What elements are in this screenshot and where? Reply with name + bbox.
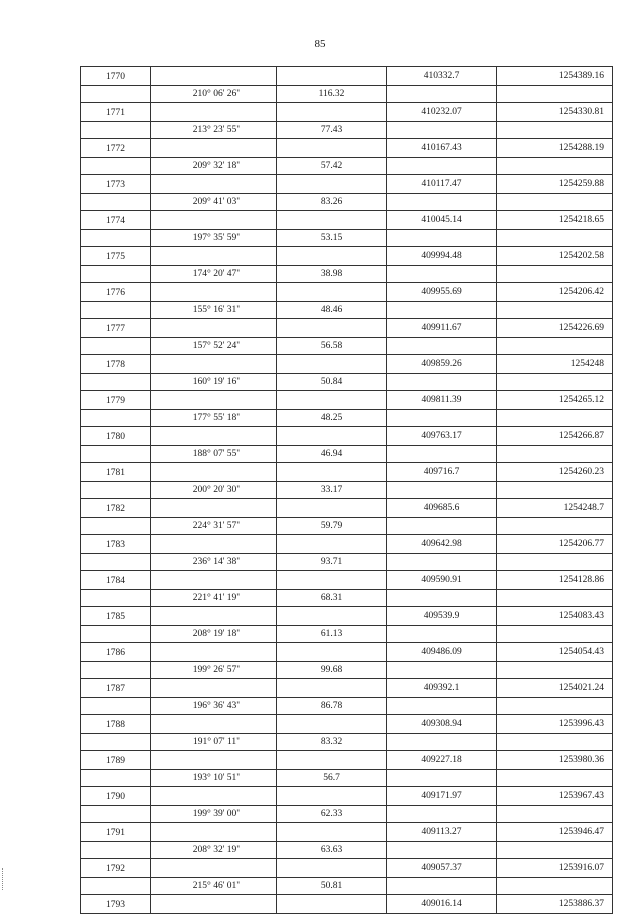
point-row — [81, 715, 613, 734]
x-coordinate-cell-empty — [387, 518, 497, 535]
page-number: 85 — [314, 38, 326, 50]
segment-row — [81, 410, 613, 427]
x-coordinate-cell: 410332.7 — [387, 67, 497, 86]
coordinate-table — [80, 66, 613, 914]
point-id-cell: 1783 — [81, 535, 151, 554]
angle-cell-empty — [151, 571, 277, 590]
segment-length-cell: 38.98 — [277, 266, 387, 283]
y-coordinate-cell: 1254054.43 — [497, 643, 613, 662]
angle-cell-empty — [151, 499, 277, 518]
segment-length-cell: 63.63 — [277, 842, 387, 859]
bearing-angle-cell: 209° 32' 18" — [151, 158, 277, 175]
segment-row — [81, 842, 613, 859]
x-coordinate-cell-empty — [387, 194, 497, 211]
y-coordinate-cell: 1254202.58 — [497, 247, 613, 266]
segment-length-cell: 83.32 — [277, 734, 387, 751]
segment-row — [81, 86, 613, 103]
y-coordinate-cell-empty — [497, 554, 613, 571]
bearing-angle-cell: 191° 07' 11" — [151, 734, 277, 751]
x-coordinate-cell-empty — [387, 734, 497, 751]
segment-row — [81, 230, 613, 247]
segment-row — [81, 194, 613, 211]
segment-row — [81, 158, 613, 175]
bearing-angle-cell: 199° 39' 00" — [151, 806, 277, 823]
bearing-angle-cell: 209° 41' 03" — [151, 194, 277, 211]
segment-row — [81, 626, 613, 643]
length-cell-empty — [277, 607, 387, 626]
point-row — [81, 571, 613, 590]
x-coordinate-cell-empty — [387, 662, 497, 679]
x-coordinate-cell-empty — [387, 554, 497, 571]
bearing-angle-cell: 208° 32' 19" — [151, 842, 277, 859]
y-coordinate-cell-empty — [497, 590, 613, 607]
angle-cell-empty — [151, 859, 277, 878]
point-id-cell: 1792 — [81, 859, 151, 878]
length-cell-empty — [277, 319, 387, 338]
length-cell-empty — [277, 211, 387, 230]
length-cell-empty — [277, 67, 387, 86]
point-id-cell: 1789 — [81, 751, 151, 770]
y-coordinate-cell-empty — [497, 878, 613, 895]
y-coordinate-cell: 1254128.86 — [497, 571, 613, 590]
point-row — [81, 175, 613, 194]
angle-cell-empty — [151, 103, 277, 122]
length-cell-empty — [277, 247, 387, 266]
point-id-cell: 1790 — [81, 787, 151, 806]
point-row — [81, 535, 613, 554]
angle-cell-empty — [151, 643, 277, 662]
segment-length-cell: 50.84 — [277, 374, 387, 391]
x-coordinate-cell: 409955.69 — [387, 283, 497, 302]
y-coordinate-cell: 1253980.36 — [497, 751, 613, 770]
y-coordinate-cell: 1254206.42 — [497, 283, 613, 302]
point-row — [81, 679, 613, 698]
x-coordinate-cell-empty — [387, 806, 497, 823]
segment-length-cell: 57.42 — [277, 158, 387, 175]
y-coordinate-cell-empty — [497, 158, 613, 175]
angle-cell-empty — [151, 787, 277, 806]
x-coordinate-cell-empty — [387, 374, 497, 391]
y-coordinate-cell: 1253916.07 — [497, 859, 613, 878]
x-coordinate-cell: 409911.67 — [387, 319, 497, 338]
x-coordinate-cell: 409539.9 — [387, 607, 497, 626]
segment-length-cell: 48.46 — [277, 302, 387, 319]
x-coordinate-cell-empty — [387, 230, 497, 247]
point-id-cell: 1787 — [81, 679, 151, 698]
angle-cell-empty — [151, 823, 277, 842]
segment-row — [81, 338, 613, 355]
point-id-cell: 1779 — [81, 391, 151, 410]
point-id-cell-empty — [81, 590, 151, 607]
angle-cell-empty — [151, 895, 277, 914]
segment-length-cell: 77.43 — [277, 122, 387, 139]
point-id-cell-empty — [81, 446, 151, 463]
y-coordinate-cell: 1253996.43 — [497, 715, 613, 734]
angle-cell-empty — [151, 67, 277, 86]
point-row — [81, 67, 613, 86]
margin-scan-mark — [2, 868, 5, 890]
point-id-cell: 1781 — [81, 463, 151, 482]
angle-cell-empty — [151, 355, 277, 374]
y-coordinate-cell-empty — [497, 626, 613, 643]
point-row — [81, 427, 613, 446]
y-coordinate-cell: 1254259.88 — [497, 175, 613, 194]
point-id-cell: 1784 — [81, 571, 151, 590]
point-row — [81, 823, 613, 842]
length-cell-empty — [277, 463, 387, 482]
point-id-cell: 1771 — [81, 103, 151, 122]
segment-row — [81, 266, 613, 283]
angle-cell-empty — [151, 211, 277, 230]
bearing-angle-cell: 196° 36' 43" — [151, 698, 277, 715]
point-row — [81, 103, 613, 122]
x-coordinate-cell-empty — [387, 698, 497, 715]
segment-length-cell: 93.71 — [277, 554, 387, 571]
x-coordinate-cell: 409227.18 — [387, 751, 497, 770]
point-id-cell-empty — [81, 626, 151, 643]
length-cell-empty — [277, 535, 387, 554]
bearing-angle-cell: 208° 19' 18" — [151, 626, 277, 643]
x-coordinate-cell-empty — [387, 266, 497, 283]
point-row — [81, 211, 613, 230]
y-coordinate-cell: 1254265.12 — [497, 391, 613, 410]
point-id-cell: 1773 — [81, 175, 151, 194]
point-id-cell-empty — [81, 518, 151, 535]
segment-row — [81, 482, 613, 499]
point-id-cell-empty — [81, 86, 151, 103]
point-id-cell: 1777 — [81, 319, 151, 338]
angle-cell-empty — [151, 283, 277, 302]
segment-length-cell: 86.78 — [277, 698, 387, 715]
y-coordinate-cell-empty — [497, 122, 613, 139]
x-coordinate-cell: 409113.27 — [387, 823, 497, 842]
x-coordinate-cell-empty — [387, 410, 497, 427]
x-coordinate-cell-empty — [387, 338, 497, 355]
segment-length-cell: 46.94 — [277, 446, 387, 463]
segment-length-cell: 56.7 — [277, 770, 387, 787]
y-coordinate-cell-empty — [497, 446, 613, 463]
y-coordinate-cell: 1253946.47 — [497, 823, 613, 842]
x-coordinate-cell: 409763.17 — [387, 427, 497, 446]
segment-length-cell: 56.58 — [277, 338, 387, 355]
segment-row — [81, 698, 613, 715]
y-coordinate-cell-empty — [497, 410, 613, 427]
segment-row — [81, 806, 613, 823]
bearing-angle-cell: 199° 26' 57" — [151, 662, 277, 679]
segment-length-cell: 33.17 — [277, 482, 387, 499]
point-id-cell: 1791 — [81, 823, 151, 842]
bearing-angle-cell: 221° 41' 19" — [151, 590, 277, 607]
x-coordinate-cell-empty — [387, 86, 497, 103]
point-id-cell-empty — [81, 698, 151, 715]
bearing-angle-cell: 193° 10' 51" — [151, 770, 277, 787]
angle-cell-empty — [151, 751, 277, 770]
point-id-cell-empty — [81, 302, 151, 319]
angle-cell-empty — [151, 535, 277, 554]
segment-row — [81, 554, 613, 571]
point-row — [81, 463, 613, 482]
length-cell-empty — [277, 427, 387, 446]
x-coordinate-cell-empty — [387, 446, 497, 463]
y-coordinate-cell: 1254330.81 — [497, 103, 613, 122]
y-coordinate-cell: 1254083.43 — [497, 607, 613, 626]
point-id-cell-empty — [81, 842, 151, 859]
bearing-angle-cell: 224° 31' 57" — [151, 518, 277, 535]
length-cell-empty — [277, 823, 387, 842]
point-row — [81, 895, 613, 914]
x-coordinate-cell-empty — [387, 842, 497, 859]
point-id-cell: 1770 — [81, 67, 151, 86]
segment-length-cell: 48.25 — [277, 410, 387, 427]
angle-cell-empty — [151, 427, 277, 446]
segment-length-cell: 53.15 — [277, 230, 387, 247]
x-coordinate-cell-empty — [387, 302, 497, 319]
point-id-cell: 1774 — [81, 211, 151, 230]
point-id-cell: 1788 — [81, 715, 151, 734]
bearing-angle-cell: 174° 20' 47" — [151, 266, 277, 283]
point-id-cell-empty — [81, 122, 151, 139]
point-id-cell: 1785 — [81, 607, 151, 626]
segment-row — [81, 590, 613, 607]
y-coordinate-cell-empty — [497, 302, 613, 319]
point-row — [81, 283, 613, 302]
length-cell-empty — [277, 643, 387, 662]
point-row — [81, 319, 613, 338]
y-coordinate-cell-empty — [497, 374, 613, 391]
length-cell-empty — [277, 895, 387, 914]
y-coordinate-cell: 1254206.77 — [497, 535, 613, 554]
y-coordinate-cell-empty — [497, 806, 613, 823]
segment-length-cell: 116.32 — [277, 86, 387, 103]
bearing-angle-cell: 155° 16' 31" — [151, 302, 277, 319]
point-id-cell-empty — [81, 878, 151, 895]
length-cell-empty — [277, 391, 387, 410]
point-id-cell: 1786 — [81, 643, 151, 662]
segment-length-cell: 62.33 — [277, 806, 387, 823]
y-coordinate-cell-empty — [497, 194, 613, 211]
y-coordinate-cell: 1253886.37 — [497, 895, 613, 914]
point-row — [81, 787, 613, 806]
length-cell-empty — [277, 715, 387, 734]
point-id-cell-empty — [81, 482, 151, 499]
segment-row — [81, 302, 613, 319]
y-coordinate-cell: 1254288.19 — [497, 139, 613, 158]
x-coordinate-cell: 410232.07 — [387, 103, 497, 122]
segment-row — [81, 518, 613, 535]
y-coordinate-cell-empty — [497, 662, 613, 679]
y-coordinate-cell-empty — [497, 230, 613, 247]
length-cell-empty — [277, 103, 387, 122]
x-coordinate-cell: 409392.1 — [387, 679, 497, 698]
y-coordinate-cell-empty — [497, 770, 613, 787]
bearing-angle-cell: 215° 46' 01" — [151, 878, 277, 895]
segment-row — [81, 662, 613, 679]
bearing-angle-cell: 160° 19' 16" — [151, 374, 277, 391]
length-cell-empty — [277, 679, 387, 698]
y-coordinate-cell: 1254260.23 — [497, 463, 613, 482]
point-row — [81, 499, 613, 518]
bearing-angle-cell: 210° 06' 26" — [151, 86, 277, 103]
y-coordinate-cell: 1253967.43 — [497, 787, 613, 806]
angle-cell-empty — [151, 679, 277, 698]
x-coordinate-cell: 409716.7 — [387, 463, 497, 482]
point-id-cell: 1793 — [81, 895, 151, 914]
point-id-cell-empty — [81, 194, 151, 211]
bearing-angle-cell: 177° 55' 18" — [151, 410, 277, 427]
x-coordinate-cell: 410045.14 — [387, 211, 497, 230]
segment-length-cell: 61.13 — [277, 626, 387, 643]
segment-row — [81, 446, 613, 463]
y-coordinate-cell: 1254218.65 — [497, 211, 613, 230]
length-cell-empty — [277, 355, 387, 374]
bearing-angle-cell: 197° 35' 59" — [151, 230, 277, 247]
point-id-cell: 1778 — [81, 355, 151, 374]
x-coordinate-cell-empty — [387, 158, 497, 175]
angle-cell-empty — [151, 715, 277, 734]
x-coordinate-cell: 409308.94 — [387, 715, 497, 734]
x-coordinate-cell: 409171.97 — [387, 787, 497, 806]
x-coordinate-cell-empty — [387, 878, 497, 895]
x-coordinate-cell: 410117.47 — [387, 175, 497, 194]
x-coordinate-cell: 409685.6 — [387, 499, 497, 518]
point-row — [81, 859, 613, 878]
segment-row — [81, 734, 613, 751]
angle-cell-empty — [151, 463, 277, 482]
x-coordinate-cell: 410167.43 — [387, 139, 497, 158]
point-id-cell-empty — [81, 554, 151, 571]
point-row — [81, 139, 613, 158]
y-coordinate-cell: 1254248 — [497, 355, 613, 374]
length-cell-empty — [277, 859, 387, 878]
point-id-cell-empty — [81, 158, 151, 175]
point-id-cell-empty — [81, 806, 151, 823]
segment-row — [81, 770, 613, 787]
x-coordinate-cell-empty — [387, 590, 497, 607]
y-coordinate-cell-empty — [497, 842, 613, 859]
point-id-cell-empty — [81, 770, 151, 787]
x-coordinate-cell: 409016.14 — [387, 895, 497, 914]
point-id-cell-empty — [81, 410, 151, 427]
y-coordinate-cell-empty — [497, 698, 613, 715]
bearing-angle-cell: 188° 07' 55" — [151, 446, 277, 463]
segment-row — [81, 374, 613, 391]
coordinate-table-body — [81, 67, 613, 914]
y-coordinate-cell-empty — [497, 482, 613, 499]
segment-length-cell: 59.79 — [277, 518, 387, 535]
angle-cell-empty — [151, 391, 277, 410]
y-coordinate-cell: 1254226.69 — [497, 319, 613, 338]
point-id-cell-empty — [81, 266, 151, 283]
point-id-cell: 1780 — [81, 427, 151, 446]
x-coordinate-cell: 409486.09 — [387, 643, 497, 662]
length-cell-empty — [277, 175, 387, 194]
x-coordinate-cell: 409994.48 — [387, 247, 497, 266]
y-coordinate-cell-empty — [497, 518, 613, 535]
x-coordinate-cell-empty — [387, 626, 497, 643]
point-id-cell-empty — [81, 230, 151, 247]
x-coordinate-cell: 409859.26 — [387, 355, 497, 374]
length-cell-empty — [277, 571, 387, 590]
segment-row — [81, 122, 613, 139]
bearing-angle-cell: 213° 23' 55" — [151, 122, 277, 139]
segment-length-cell: 83.26 — [277, 194, 387, 211]
y-coordinate-cell: 1254248.7 — [497, 499, 613, 518]
angle-cell-empty — [151, 319, 277, 338]
segment-length-cell: 50.81 — [277, 878, 387, 895]
point-id-cell: 1782 — [81, 499, 151, 518]
x-coordinate-cell-empty — [387, 122, 497, 139]
point-row — [81, 643, 613, 662]
angle-cell-empty — [151, 247, 277, 266]
y-coordinate-cell-empty — [497, 338, 613, 355]
point-id-cell: 1775 — [81, 247, 151, 266]
y-coordinate-cell: 1254266.87 — [497, 427, 613, 446]
point-row — [81, 391, 613, 410]
segment-length-cell: 99.68 — [277, 662, 387, 679]
point-row — [81, 607, 613, 626]
x-coordinate-cell-empty — [387, 482, 497, 499]
point-row — [81, 355, 613, 374]
y-coordinate-cell: 1254389.16 — [497, 67, 613, 86]
segment-length-cell: 68.31 — [277, 590, 387, 607]
x-coordinate-cell-empty — [387, 770, 497, 787]
point-id-cell-empty — [81, 662, 151, 679]
point-row — [81, 247, 613, 266]
length-cell-empty — [277, 499, 387, 518]
segment-row — [81, 878, 613, 895]
length-cell-empty — [277, 751, 387, 770]
point-id-cell-empty — [81, 338, 151, 355]
point-id-cell-empty — [81, 734, 151, 751]
y-coordinate-cell-empty — [497, 734, 613, 751]
x-coordinate-cell: 409642.98 — [387, 535, 497, 554]
angle-cell-empty — [151, 175, 277, 194]
y-coordinate-cell-empty — [497, 86, 613, 103]
length-cell-empty — [277, 787, 387, 806]
angle-cell-empty — [151, 139, 277, 158]
x-coordinate-cell: 409811.39 — [387, 391, 497, 410]
length-cell-empty — [277, 139, 387, 158]
point-id-cell: 1772 — [81, 139, 151, 158]
y-coordinate-cell: 1254021.24 — [497, 679, 613, 698]
bearing-angle-cell: 157° 52' 24" — [151, 338, 277, 355]
x-coordinate-cell: 409590.91 — [387, 571, 497, 590]
point-row — [81, 751, 613, 770]
bearing-angle-cell: 200° 20' 30" — [151, 482, 277, 499]
bearing-angle-cell: 236° 14' 38" — [151, 554, 277, 571]
y-coordinate-cell-empty — [497, 266, 613, 283]
length-cell-empty — [277, 283, 387, 302]
point-id-cell-empty — [81, 374, 151, 391]
point-id-cell: 1776 — [81, 283, 151, 302]
angle-cell-empty — [151, 607, 277, 626]
x-coordinate-cell: 409057.37 — [387, 859, 497, 878]
